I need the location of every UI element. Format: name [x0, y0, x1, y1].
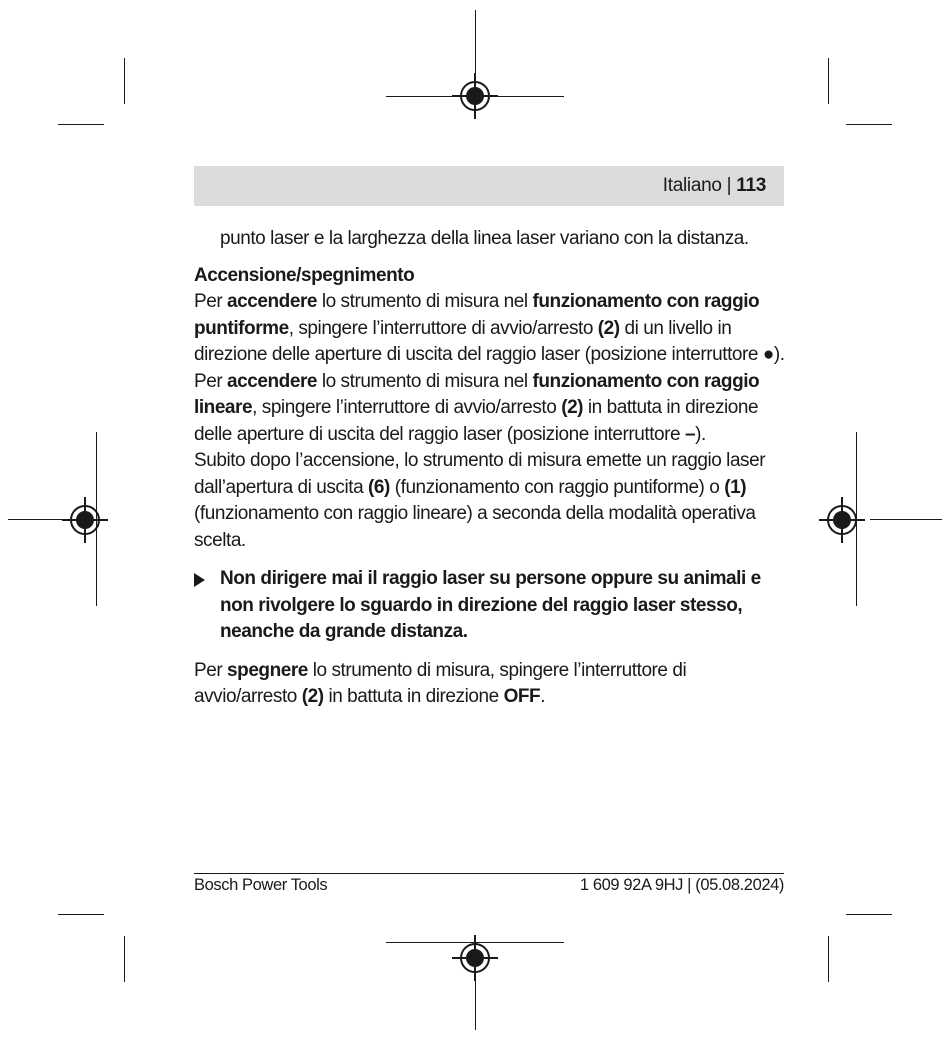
footer-brand: Bosch Power Tools: [194, 876, 328, 894]
crop-mark: [58, 914, 104, 915]
crop-mark: [58, 124, 104, 125]
crop-mark: [124, 936, 125, 982]
warning-text: Non dirigere mai il raggio laser su persone oppure su animali e non rivolgere lo sguardo in direzione del raggio laser stesso, neanche da grande distanza.: [220, 568, 761, 642]
registration-line: [475, 10, 476, 82]
crop-mark: [828, 936, 829, 982]
paragraph-switch-off: Per spegnere lo strumento di misura, spingere l’interruttore di avvio/arresto (2) in battuta in direzione OFF.: [194, 659, 687, 707]
header-language: Italiano: [662, 175, 722, 196]
section-heading: Accensione/spegnimento: [194, 264, 415, 286]
continuation-paragraph: punto laser e la larghezza della linea laser variano con la distanza.: [220, 228, 749, 249]
crop-mark: [828, 58, 829, 104]
paragraph-line-beam: Per accendere lo strumento di misura nel funzionamento con raggio lineare, spingere l’interruttore di avvio/arresto (2) in battuta in direzione delle aperture di uscita del raggio laser (posizione interruttore –).: [194, 370, 760, 445]
footer-rule: [194, 873, 784, 874]
registration-mark-top: [460, 81, 490, 111]
registration-mark-bottom: [460, 943, 490, 973]
crop-mark: [846, 124, 892, 125]
page-header: [194, 166, 784, 206]
paragraph-point-beam: Per accendere lo strumento di misura nel funzionamento con raggio puntiforme, spingere l’interruttore di avvio/arresto (2) di un livello in direzione delle aperture di uscita del raggio laser (posizione interruttore ●).: [194, 291, 785, 365]
header-text: [663, 175, 766, 197]
registration-line: [870, 519, 942, 520]
safety-warning: [194, 566, 786, 646]
crop-mark: [124, 58, 125, 104]
page-content: [194, 226, 786, 711]
page-number: 113: [736, 175, 766, 196]
registration-mark-right: [827, 505, 857, 535]
footer-document-code: 1 609 92A 9HJ | (05.08.2024): [579, 876, 784, 894]
header-separator: |: [726, 175, 732, 196]
crop-mark: [846, 914, 892, 915]
switch-position-symbol: ●: [762, 344, 774, 365]
warning-arrow-icon: [194, 573, 205, 587]
switch-position-symbol: –: [684, 423, 696, 445]
registration-mark-left: [70, 505, 100, 535]
paragraph-after-switch-on: Subito dopo l’accensione, lo strumento di misura emette un raggio laser dall’apertura di uscita (6) (funzionamento con raggio puntiforme) o (1) (funzionamento con raggio lineare) a seconda della modalità operativa scelta.: [194, 450, 766, 551]
